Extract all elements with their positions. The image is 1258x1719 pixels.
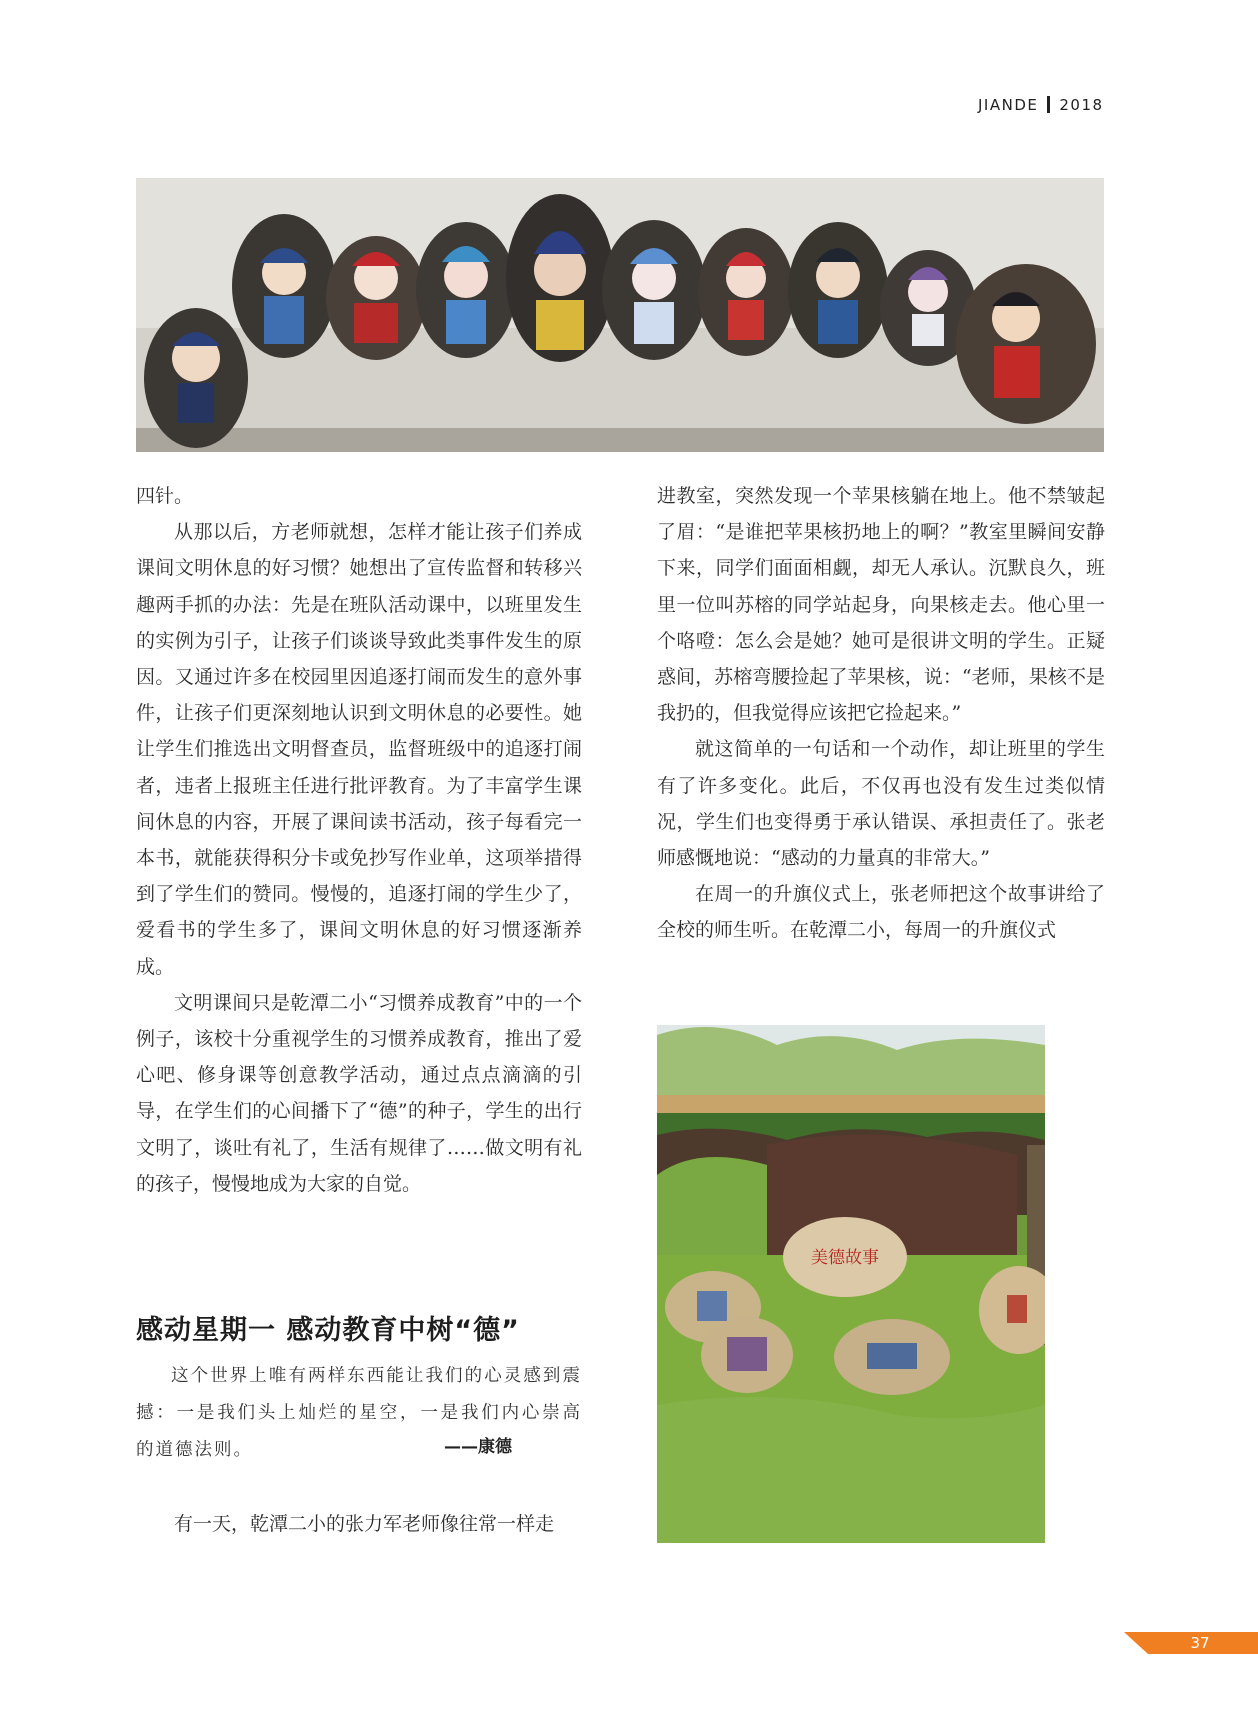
paragraph: 文明课间只是乾潭二小“习惯养成教育”中的一个例子，该校十分重视学生的习惯养成教育，推出了爱心吧、修身课等创意教学活动，通过点点滴滴的引导，在学生们的心间播下了“德”的种子，学生的出行文明了，谈吐有礼了，生活有规律了……做文明有礼的孩子，慢慢地成为大家的自觉。 <box>136 991 582 1195</box>
section-first-paragraph <box>136 1506 582 1542</box>
opera-stones-photo <box>136 178 1104 452</box>
painted-stone <box>698 228 794 356</box>
left-column <box>136 478 582 1202</box>
header-divider <box>1047 96 1050 113</box>
publication-name: JIANDE <box>978 96 1039 114</box>
quote-author: ——康德 <box>444 1437 512 1457</box>
painted-stone <box>602 220 706 360</box>
page-number: 37 <box>1190 1634 1210 1652</box>
paragraph: 有一天，乾潭二小的张力军老师像往常一样走 <box>174 1513 555 1535</box>
epigraph-quote <box>136 1358 582 1469</box>
painted-stone <box>326 236 426 360</box>
publication-year: 2018 <box>1059 96 1104 114</box>
painted-stone <box>232 214 336 358</box>
painted-stone <box>956 264 1096 424</box>
painted-stone <box>701 1317 793 1393</box>
paragraph: 在周一的升旗仪式上，张老师把这个故事讲给了全校的师生听。在乾潭二小，每周一的升旗仪式 <box>657 883 1105 942</box>
paragraph: 从那以后，方老师就想，怎样才能让孩子们养成课间文明休息的好习惯？她想出了宣传监督和转移兴趣两手抓的办法：先是在班队活动课中，以班里发生的实例为引子，让孩子们谈谈导致此类事件发生的原因。又通过许多在校园里因追逐打闹而发生的意外事件，让孩子们更深刻地认识到文明休息的必要性。她让学生们推选出文明督查员，监督班级中的追逐打闹者，违者上报班主任进行批评教育。为了丰富学生课间休息的内容，开展了课间读书活动，孩子每看完一本书，就能获得积分卡或免抄写作业单，这项举措得到了学生们的赞同。慢慢的，追逐打闹的学生少了，爱看书的学生多了，课间文明休息的好习惯逐渐养成。 <box>136 521 582 978</box>
running-header <box>978 96 1104 114</box>
paragraph: 四针。 <box>136 485 194 507</box>
stone-inscription: 美德故事 <box>811 1248 879 1268</box>
painted-stone <box>788 222 888 358</box>
painted-stone <box>416 222 516 358</box>
quote-text: 这个世界上唯有两样东西能让我们的心灵感到震撼：一是我们头上灿烂的星空，一是我们内心崇高的道德法则。 <box>136 1366 582 1460</box>
painted-stone <box>506 194 614 362</box>
paragraph: 进教室，突然发现一个苹果核躺在地上。他不禁皱起了眉：“是谁把苹果核扔地上的啊？”教室里瞬间安静下来，同学们面面相觑，却无人承认。沉默良久，班里一位叫苏榕的同学站起身，向果核走去。他心里一个咯噔：怎么会是她？她可是很讲文明的学生。正疑惑间，苏榕弯腰捡起了苹果核，说：“老师，果核不是我扔的，但我觉得应该把它捡起来。” <box>657 485 1105 725</box>
paragraph: 就这简单的一句话和一个动作，却让班里的学生有了许多变化。此后，不仅再也没有发生过类似情况，学生们也变得勇于承认错误、承担责任了。张老师感慨地说：“感动的力量真的非常大。” <box>657 738 1105 870</box>
painted-stone <box>834 1319 950 1395</box>
garden-stones-photo <box>657 1025 1045 1543</box>
painted-stone <box>783 1217 907 1297</box>
right-column <box>657 478 1105 949</box>
section-heading: 感动星期一 感动教育中树“德” <box>136 1315 520 1346</box>
painted-stone <box>144 308 248 448</box>
